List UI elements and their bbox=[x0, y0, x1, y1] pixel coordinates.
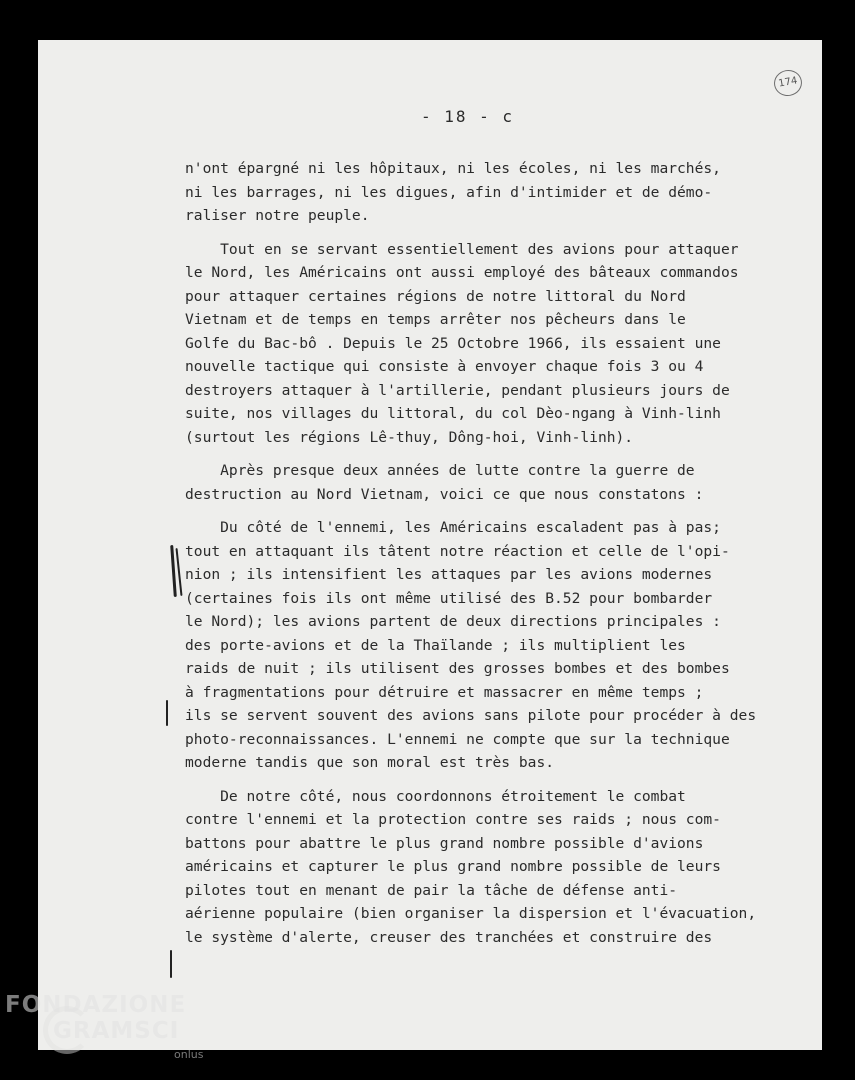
text-line: nouvelle tactique qui consiste à envoyer chaque fois 3 ou 4 bbox=[185, 358, 704, 375]
text-line: américains et capturer le plus grand nombre possible de leurs bbox=[185, 858, 721, 875]
folio-stamp: 174 bbox=[772, 68, 804, 98]
margin-annotation-mark bbox=[166, 700, 168, 726]
text-line: le Nord, les Américains ont aussi employé des bâteaux commandos bbox=[185, 264, 739, 281]
text-line: (surtout les régions Lê-thuy, Dông-hoi, Vinh-linh). bbox=[185, 428, 634, 446]
paragraph-gap bbox=[185, 228, 835, 238]
text-line: nion ; ils intensifient les attaques par les avions modernes bbox=[185, 566, 713, 583]
text-line: tout en attaquant ils tâtent notre réaction et celle de l'opi- bbox=[185, 542, 730, 560]
text-line: le Nord); les avions partent de deux directions principales : bbox=[185, 613, 721, 630]
text-line: pilotes tout en menant de pair la tâche de défense anti- bbox=[185, 881, 678, 899]
text-line: des porte-avions et de la Thaïlande ; ils multiplient les bbox=[185, 636, 686, 654]
text-line: n'ont épargné ni les hôpitaux, ni les écoles, ni les marchés, bbox=[185, 160, 721, 177]
fondazione-gramsci-watermark bbox=[5, 992, 186, 1044]
paragraph-gap bbox=[185, 506, 835, 516]
text-line: raids de nuit ; ils utilisent des grosses bombes et des bombes bbox=[185, 660, 730, 677]
watermark-line2: GRAMSCI bbox=[53, 1018, 180, 1044]
text-line: pour attaquer certaines régions de notre littoral du Nord bbox=[185, 287, 686, 305]
logo-arc-icon bbox=[43, 1006, 91, 1054]
text-line: destruction au Nord Vietnam, voici ce que nous constatons : bbox=[185, 485, 704, 503]
text-line: (certaines fois ils ont même utilisé des B.52 pour bombarder bbox=[185, 589, 713, 607]
text-line: destroyers attaquer à l'artillerie, pendant plusieurs jours de bbox=[185, 381, 730, 399]
text-line: Après presque deux années de lutte contre la guerre de bbox=[185, 462, 695, 479]
text-line: à fragmentations pour détruire et massacrer en même temps ; bbox=[185, 683, 704, 701]
page-number: - 18 - c bbox=[420, 107, 515, 126]
paragraph-gap bbox=[185, 775, 835, 785]
text-line: raliser notre peuple. bbox=[185, 207, 370, 224]
text-line: ni les barrages, ni les digues, afin d'intimider et de démo- bbox=[185, 183, 713, 201]
text-line: De notre côté, nous coordonnons étroitement le combat bbox=[185, 787, 686, 805]
text-line: moderne tandis que son moral est très bas. bbox=[185, 754, 555, 771]
text-line: battons pour abattre le plus grand nombre possible d'avions bbox=[185, 834, 704, 852]
typed-text-body bbox=[185, 157, 835, 949]
watermark-tag: onlus bbox=[174, 1048, 204, 1061]
margin-annotation-mark bbox=[170, 950, 172, 978]
text-line: le système d'alerte, creuser des tranchées et construire des bbox=[185, 928, 713, 946]
text-line: contre l'ennemi et la protection contre ses raids ; nous com- bbox=[185, 811, 721, 828]
text-line: Vietnam et de temps en temps arrêter nos pêcheurs dans le bbox=[185, 311, 686, 328]
text-line: ils se servent souvent des avions sans pilote pour procéder à des bbox=[185, 707, 757, 724]
text-line: aérienne populaire (bien organiser la dispersion et l'évacuation, bbox=[185, 905, 757, 922]
text-line: photo-reconnaissances. L'ennemi ne compte que sur la technique bbox=[185, 730, 730, 748]
text-line: Du côté de l'ennemi, les Américains escaladent pas à pas; bbox=[185, 519, 721, 536]
watermark-line1: FONDAZIONE bbox=[5, 992, 187, 1018]
text-line: Tout en se servant essentiellement des avions pour attaquer bbox=[185, 240, 739, 258]
paragraph-gap bbox=[185, 449, 835, 459]
text-line: suite, nos villages du littoral, du col Dèo-ngang à Vinh-linh bbox=[185, 405, 721, 422]
text-line: Golfe du Bac-bô . Depuis le 25 Octobre 1966, ils essaient une bbox=[185, 334, 721, 352]
